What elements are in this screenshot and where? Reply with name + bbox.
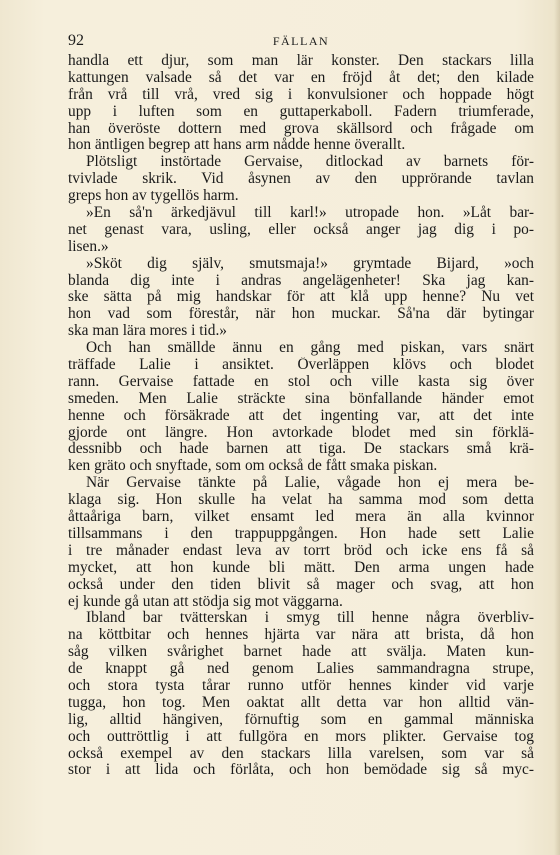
text-line: de knappt gå ned genom Lalies sammandragna strupe, (68, 661, 534, 678)
text-line: När Gervaise tänkte på Lalie, vågade hon ej mera be- (86, 475, 534, 492)
text-line: tillsammans i den trappuppgången. Hon hade sett Lalie (68, 525, 534, 542)
text-line: rann. Gervaise fattade en stol och ville kasta sig över (68, 373, 534, 390)
text-line: hon äntligen begrep att hans arm nådde henne överallt. (68, 137, 406, 154)
text-line: hon vad som förestår, när hon muckar. Så'na där bytingar (68, 306, 534, 323)
text-line: lig, alltid hängiven, förnuftig som en gammal människa (68, 711, 534, 728)
text-line: ej kunde gå utan att stödja sig mot väggarna. (68, 593, 343, 610)
text-line: stor i att lida och förlåta, och hon bemödade sig så myc- (68, 762, 534, 779)
page-header (68, 32, 534, 54)
text-line: han överöste dottern med grova skällsord och frågade om (68, 120, 534, 137)
text-line: lisen.» (68, 238, 109, 255)
text-line: klaga sig. Hon skulle ha velat ha samma mod som detta (68, 492, 534, 509)
text-line: i tre månader endast leva av torrt bröd och icke ens få så (68, 542, 534, 559)
running-title: FÄLLAN (272, 34, 330, 48)
text-line: handla ett djur, som man lär konster. Den stackars lilla (68, 53, 534, 69)
text-line: tugga, hon tog. Men oaktat allt detta var hon alltid vän- (68, 694, 534, 711)
text-line: och outtröttlig i att fullgöra en mors plikter. Gervaise tog (68, 728, 534, 745)
text-line: från vrå till vrå, vred sig i konvulsioner och hoppade högt (68, 86, 534, 103)
text-line: »Sköt dig själv, smutsmaja!» grymtade Bijard, »och (86, 255, 534, 272)
text-line: ske sätta på mig handskar för att klå upp henne? Nu vet (68, 289, 534, 306)
text-line: smeden. Men Lalie sträckte sina bönfallande händer emot (68, 390, 534, 407)
body-text (68, 53, 534, 779)
text-line: tvivlade skrik. Vid åsynen av den upprörande tavlan (68, 171, 534, 188)
text-line: mycket, att hon kunde bli mätt. Den arma ungen hade (68, 559, 534, 576)
text-line: blanda dig inte i andras angelägenheter! Ska jag kan- (68, 272, 534, 289)
text-line: upp i luften som en guttaperkaboll. Fadern triumferade, (68, 103, 534, 120)
page-number: 92 (68, 32, 84, 49)
text-line: också exempel av den stackars lilla varelsen, som var så (68, 745, 534, 762)
text-line: såg vilken svårighet barnet hade att svälja. Maten kun- (68, 644, 534, 661)
text-line: träffade Lalie i ansiktet. Överläppen klövs och blodet (68, 357, 534, 374)
text-line: net genast vara, usling, eller också anger jag dig i po- (68, 221, 534, 238)
text-line: ken gräto och snyftade, som om också de fått smaka piskan. (68, 458, 438, 475)
text-line: henne och försäkrade att det ingenting var, att det inte (68, 407, 534, 424)
text-line: också under den tiden blivit så mager och svag, att hon (68, 576, 534, 593)
text-line: na köttbitar och hennes hjärta var nära att brista, då hon (68, 627, 534, 644)
text-line: kattungen valsade så det var en fröjd åt det; den kilade (68, 69, 534, 86)
text-line: Och han smällde ännu en gång med piskan, vars snärt (86, 340, 534, 357)
text-line: gjorde ont längre. Hon avtorkade blodet med sin förklä- (68, 424, 534, 441)
text-line: dessnibb och hade barnen att tiga. De stackars små krä- (68, 441, 534, 458)
text-line: Ibland bar tvätterskan i smyg till henne några överbliv- (86, 610, 534, 627)
text-line: greps hon av tygellös harm. (68, 188, 239, 205)
text-line: och stora tysta tårar runno utför hennes kinder vid varje (68, 677, 534, 694)
text-line: Plötsligt instörtade Gervaise, ditlockad av barnets för- (86, 154, 534, 171)
text-line: »En så'n ärkedjävul till karl!» utropade hon. »Låt bar- (86, 205, 534, 222)
page-edge-shadow (554, 0, 560, 855)
text-line: åttaåriga barn, vilket ensamt led mera än alla kvinnor (68, 509, 534, 526)
text-line: ska man lära mores i tid.» (68, 323, 227, 340)
